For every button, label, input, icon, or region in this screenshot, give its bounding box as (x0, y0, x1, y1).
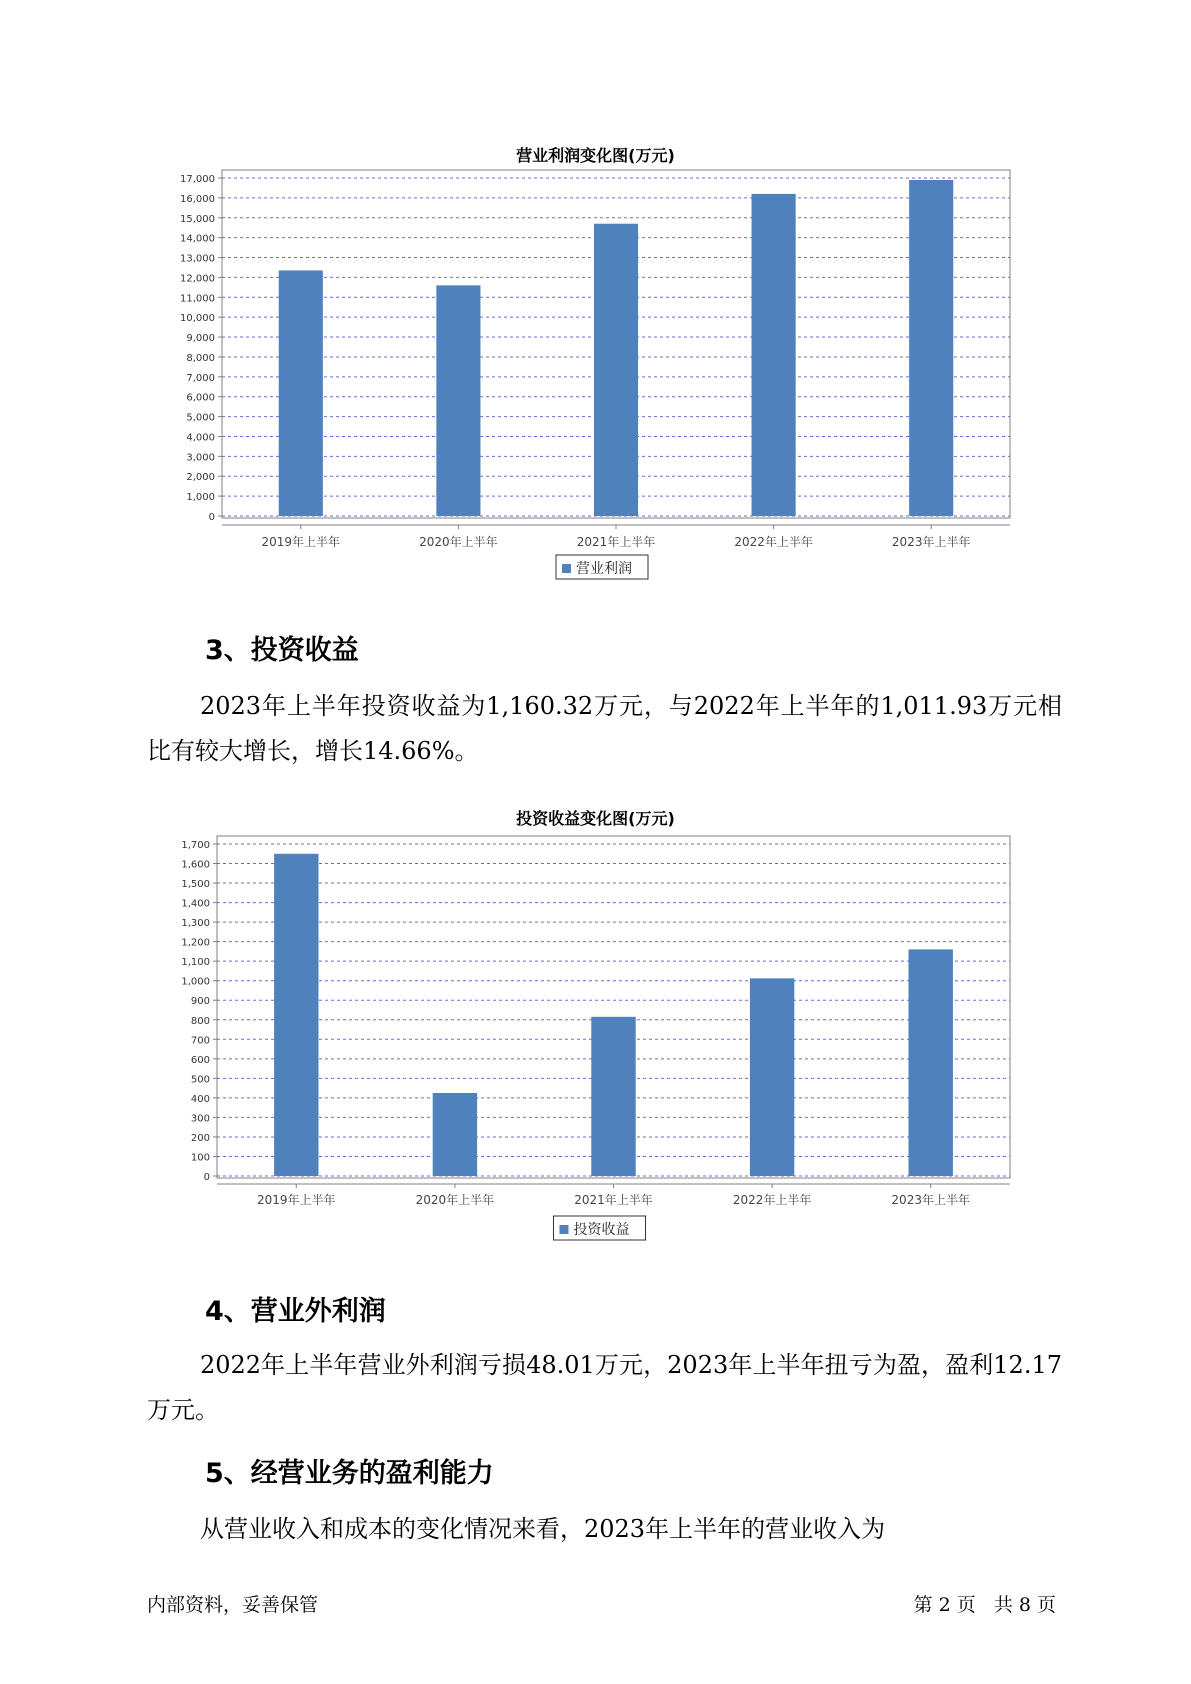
y-tick-label: 300 (190, 1113, 210, 1125)
y-tick-label: 1,600 (181, 859, 210, 871)
y-tick-label: 4,000 (186, 432, 215, 444)
y-tick-label: 8,000 (186, 352, 215, 364)
x-tick-label: 2020年上半年 (419, 535, 498, 549)
bar (909, 180, 953, 516)
legend-label: 投资收益 (573, 1222, 630, 1238)
y-tick-label: 200 (190, 1132, 210, 1144)
bar (594, 224, 638, 516)
footer-page-number: 第 2 页 共 8 页 (913, 1594, 1056, 1616)
footer-confidential-note: 内部资料，妥善保管 (147, 1594, 319, 1616)
bar (908, 949, 952, 1176)
y-tick-label: 16,000 (180, 193, 215, 205)
operating-profit-chart (0, 168, 1191, 603)
y-tick-label: 5,000 (186, 412, 215, 424)
y-tick-label: 1,200 (181, 937, 210, 949)
bar (591, 1017, 635, 1176)
x-tick-label: 2023年上半年 (891, 535, 971, 549)
x-tick-label: 2019年上半年 (261, 535, 341, 549)
y-tick-label: 800 (190, 1015, 210, 1027)
y-tick-label: 1,700 (181, 840, 210, 851)
x-tick-label: 2023年上半年 (891, 1193, 970, 1207)
y-tick-label: 0 (203, 1172, 210, 1183)
bar (436, 285, 480, 516)
y-tick-label: 900 (190, 996, 210, 1008)
chart-title-investment-income: 投资收益变化图(万元) (516, 809, 675, 828)
y-tick-label: 1,000 (181, 976, 210, 988)
y-tick-label: 400 (190, 1093, 210, 1105)
y-tick-label: 1,500 (181, 879, 210, 891)
bar (433, 1093, 477, 1176)
y-tick-label: 1,100 (181, 957, 210, 969)
bar (752, 194, 796, 516)
legend-label: 营业利润 (576, 561, 632, 577)
x-tick-label: 2022年上半年 (734, 535, 813, 549)
y-tick-label: 3,000 (186, 452, 215, 464)
section-heading-investment-income: 3、投资收益 (205, 635, 359, 666)
y-tick-label: 0 (208, 512, 215, 523)
x-tick-label: 2020年上半年 (415, 1193, 495, 1207)
x-tick-label: 2021年上半年 (576, 535, 656, 549)
legend-swatch (560, 1225, 569, 1234)
bar (279, 270, 323, 516)
y-tick-label: 7,000 (186, 372, 215, 384)
y-tick-label: 1,000 (186, 492, 215, 504)
y-tick-label: 1,400 (181, 898, 210, 910)
investment-income-chart (0, 832, 1191, 1257)
x-tick-label: 2019年上半年 (257, 1193, 336, 1207)
y-tick-label: 14,000 (180, 233, 215, 245)
y-tick-label: 700 (190, 1035, 210, 1047)
y-tick-label: 600 (190, 1054, 210, 1066)
bar (274, 854, 318, 1176)
section-heading-non-operating-profit: 4、营业外利润 (205, 1296, 386, 1327)
paragraph-profitability: 从营业收入和成本的变化情况来看，2023年上半年的营业收入为 (200, 1515, 886, 1543)
y-tick-label: 1,300 (181, 918, 210, 930)
paragraph-investment-income: 2023年上半年投资收益为1,160.32万元，与2022年上半年的1,011.93万元相比有较大增长，增长14.66%。 (147, 692, 1062, 765)
y-tick-label: 100 (190, 1152, 210, 1164)
x-tick-label: 2022年上半年 (732, 1193, 812, 1207)
legend-swatch (562, 564, 571, 573)
y-tick-label: 13,000 (180, 253, 215, 265)
y-tick-label: 12,000 (180, 273, 215, 285)
y-tick-label: 11,000 (180, 293, 215, 305)
y-tick-label: 10,000 (180, 313, 215, 325)
y-tick-label: 15,000 (180, 213, 215, 225)
paragraph-non-operating-profit: 2022年上半年营业外利润亏损48.01万元，2023年上半年扭亏为盈，盈利12.17万元。 (147, 1351, 1062, 1424)
bar (750, 978, 794, 1176)
y-tick-label: 9,000 (186, 333, 215, 345)
chart-title-operating-profit: 营业利润变化图(万元) (516, 146, 675, 165)
y-tick-label: 17,000 (180, 174, 215, 185)
y-tick-label: 6,000 (186, 392, 215, 404)
x-tick-label: 2021年上半年 (574, 1193, 653, 1207)
y-tick-label: 500 (190, 1074, 210, 1086)
section-heading-profitability: 5、经营业务的盈利能力 (205, 1458, 494, 1489)
y-tick-label: 2,000 (186, 472, 215, 484)
